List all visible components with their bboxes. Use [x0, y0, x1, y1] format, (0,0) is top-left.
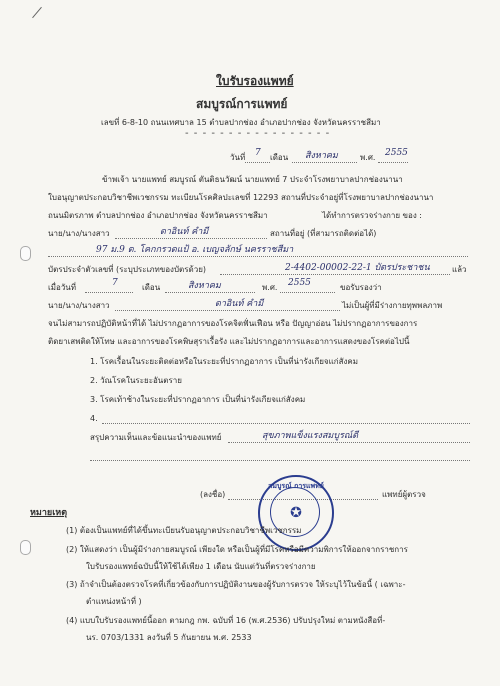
- certify-prefix: นาย/นาง/นางสาว: [48, 301, 110, 310]
- summary-label: สรุปความเห็นและข้อแนะนำของแพทย์: [90, 433, 222, 442]
- notes-heading: หมายเหตุ: [30, 508, 68, 518]
- date-month-value: สิงหาคม: [305, 151, 338, 161]
- address-label: สถานที่อยู่ (ที่สามารถติดต่อได้): [270, 229, 377, 238]
- note-4b: นร. 0703/1331 ลงวันที่ 5 กันยายน พ.ศ. 2533: [86, 633, 252, 642]
- id-card-value: 2-4402-00002-22-1 บัตรประชาชน: [285, 263, 430, 273]
- exam-month-label: เดือน: [142, 283, 161, 292]
- stamp-emblem-icon: ✪: [290, 505, 302, 521]
- body-line-1: ข้าพเจ้า นายแพทย์ สมบูรณ์ ตันติธนวัฒน์ นายแพทย์ 7 ประจำโรงพยาบาลปากช่องนานา: [102, 175, 403, 184]
- clinic-stamp: [258, 475, 334, 551]
- clinic-address: เลขที่ 6-8-10 ถนนเทศบาล 15 ตำบลปากช่อง อำเภอปากช่อง จังหวัดนครราชสีมา: [101, 118, 381, 127]
- header-divider: - - - - - - - - - - - - - - - - -: [185, 128, 331, 139]
- body-line-10: ติดยาเสพติดให้โทษ และอาการของโรคพิษสุราเรื้อรัง และไม่ปรากฏอาการและอาการแสดงของโรคต่อไปนี้: [48, 337, 410, 346]
- exam-month-value: สิงหาคม: [188, 281, 221, 291]
- body-line-3-left: ถนนมิตรภาพ ตำบลปากช่อง อำเภอปากช่อง จังหวัดนครราชสีมา: [48, 211, 268, 220]
- note-4a: (4) แบบใบรับรองแพทย์นี้ออก ตามกฎ กพ. ฉบับที่ 16 (พ.ศ.2536) ปรับปรุงใหม่ ตามหนังสือที่-: [66, 616, 386, 625]
- exam-year-label: พ.ศ.: [262, 283, 278, 292]
- condition-item-2: 2. วัณโรคในระยะอันตราย: [90, 376, 182, 385]
- body-line-2: ใบอนุญาตประกอบวิชาชีพเวชกรรม ทะเบียนโรคศิลปะเลขที่ 12293 สถานที่ประจำอยู่ที่โรงพยาบาลปากช่องนานา: [48, 193, 434, 202]
- id-card-suffix: แล้ว: [452, 265, 467, 274]
- stamp-text: สมบูรณ์ การแพทย์: [268, 482, 324, 490]
- summary-value: สุขภาพแข็งแรงสมบูรณ์ดี: [262, 431, 359, 441]
- patient-name: ดาอินท์ คำมี: [160, 227, 209, 237]
- date-day-label: วันที่: [230, 153, 246, 162]
- punch-hole-bottom: [20, 540, 31, 555]
- date-month-label: เดือน: [270, 153, 289, 162]
- note-3b: ตำแหน่งหน้าที่ ): [86, 597, 142, 606]
- id-card-label: บัตรประจำตัวเลขที่ (ระบุประเภทของบัตรด้วย): [48, 265, 207, 274]
- clinic-name: สมบูรณ์การแพทย์: [196, 97, 288, 111]
- body-line-3-right: ได้ทำการตรวจร่างกาย ของ :: [322, 211, 422, 220]
- patient-prefix: นาย/นาง/นางสาว: [48, 229, 110, 238]
- exam-year-value: 2555: [288, 278, 311, 288]
- body-line-9: จนไม่สามารถปฏิบัติหน้าที่ได้ ไม่ปรากฏอาการของโรคจิตฟั่นเฟือน หรือ ปัญญาอ่อน ไม่ปรากฏอาการของการ: [48, 319, 418, 328]
- sign-label: (ลงชื่อ): [200, 490, 226, 499]
- note-3a: (3) ถ้าจำเป็นต้องตรวจโรคที่เกี่ยวข้องกับการปฏิบัติงานของผู้รับการตรวจ ให้ระบุไว้ในข้อนี้ ( เฉพาะ-: [66, 580, 406, 589]
- document-title: ใบรับรองแพทย์: [216, 74, 294, 88]
- certify-name: ดาอินท์ คำมี: [215, 299, 264, 309]
- certify-label: ขอรับรองว่า: [340, 283, 382, 292]
- date-year-label: พ.ศ.: [360, 153, 376, 162]
- exam-day-label: เมื่อวันที่: [48, 283, 77, 292]
- punch-hole-top: [20, 246, 31, 261]
- patient-address: 97 ม.9 ต. โคกกรวดแป้ อ. เบญจลักษ์ นครราชสีมา: [96, 245, 294, 255]
- date-day-value: 7: [255, 148, 261, 158]
- note-2a: (2) ให้แสดงว่า เป็นผู้มีร่างกายสมบูรณ์ เพียงใด หรือเป็นผู้ที่มีโรคหรือมีความพิการให้ออกจากราชการ: [66, 545, 408, 554]
- exam-day-value: 7: [112, 278, 118, 288]
- condition-item-3: 3. โรคเท้าช้างในระยะที่ปรากฏอาการ เป็นที่น่ารังเกียจแก่สังคม: [90, 395, 306, 404]
- pen-mark: [32, 7, 42, 18]
- note-2b: ใบรับรองแพทย์ฉบับนี้ให้ใช้ได้เพียง 1 เดือน นับแต่วันที่ตรวจร่างกาย: [86, 562, 316, 571]
- sign-suffix: แพทย์ผู้ตรวจ: [382, 490, 426, 499]
- date-year-value: 2555: [385, 148, 408, 158]
- condition-item-1: 1. โรคเรื้อนในระยะติดต่อหรือในระยะที่ปรากฏอาการ เป็นที่น่ารังเกียจแก่สังคม: [90, 357, 359, 366]
- note-1: (1) ต้องเป็นแพทย์ที่ได้ขึ้นทะเบียนรับอนุญาตประกอบวิชาชีพเวชกรรม: [66, 526, 302, 535]
- condition-item-4: 4.: [90, 414, 98, 423]
- certify-suffix: ไม่เป็นผู้ที่มีร่างกายทุพพลภาพ: [342, 301, 443, 310]
